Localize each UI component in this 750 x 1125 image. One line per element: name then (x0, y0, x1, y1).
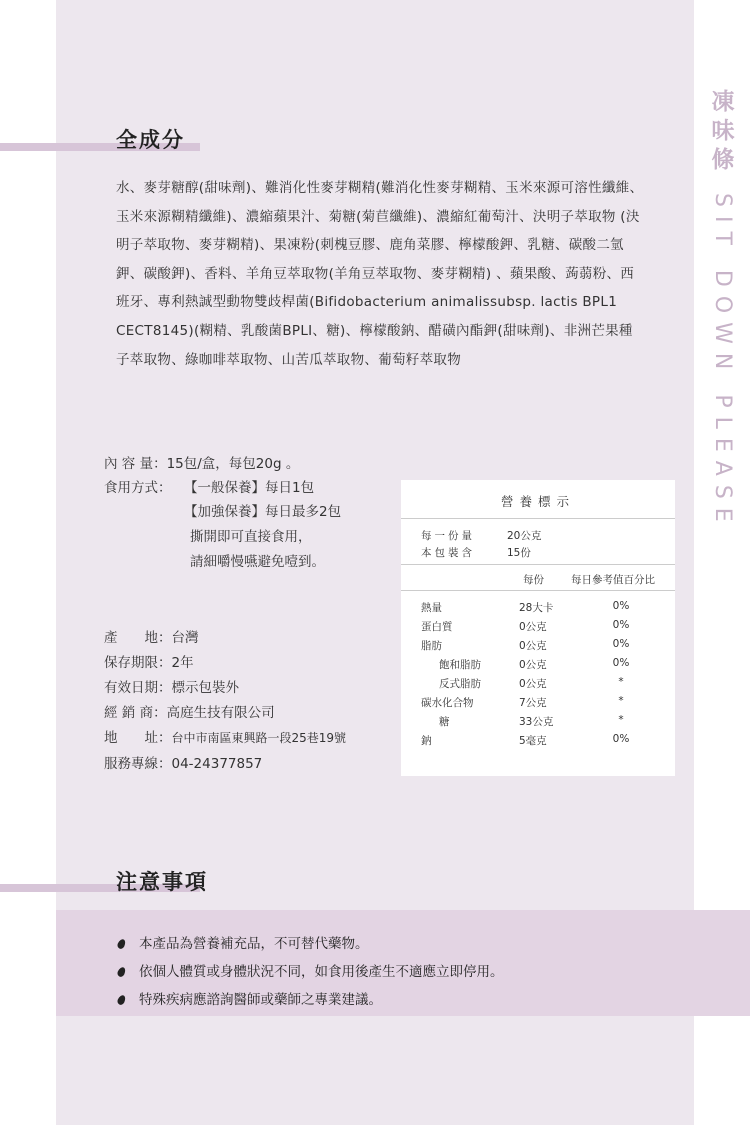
side-title (708, 88, 738, 531)
nutrient-name: 熱量 (421, 602, 442, 614)
nutrient-value: 0公克 (519, 678, 547, 690)
notes-heading: 注意事項 (116, 870, 208, 894)
side-title-char: 味 (711, 118, 735, 144)
usage-label: 食用方式： (104, 480, 172, 496)
bullet-icon (116, 994, 127, 1006)
bullet-icon (116, 938, 127, 950)
note-item (118, 960, 504, 980)
nutrient-name: 鈉 (421, 735, 432, 747)
distributor: 經 銷 商：高庭生技有限公司 (104, 705, 275, 721)
side-title-english: SIT DOWN PLEASE (710, 193, 735, 531)
nutrient-name: 蛋白質 (421, 621, 453, 633)
serving-label: 每一份量 (421, 530, 475, 542)
nutrient-name: 碳水化合物 (421, 697, 474, 709)
usage-line: 請細嚼慢嚥避免噎到。 (190, 554, 325, 570)
divider (401, 564, 675, 565)
nutrient-value: 5毫克 (519, 735, 547, 747)
product-info (104, 452, 404, 782)
service-hotline: 服務專線：04-24377857 (104, 756, 263, 772)
ingredients-text: 水、麥芽糖醇(甜味劑)、難消化性麥芽糊精(難消化性麥芽糊精、玉米來源可溶性纖維、玉米來源糊精纖維)、濃縮蘋果汁、菊糖(菊苣纖維)、濃縮紅葡萄汁、決明子萃取物 (決明子萃取物、麥芽糊精)、果凍粉(刺槐豆膠、鹿角菜膠、檸檬酸鉀、乳糖、碳酸二氫鉀、碳酸鉀)、香料、羊角豆萃取物(羊角豆萃取物、麥芽糊精) 、蘋果酸、蒟蒻粉、西班牙、專利熱誠型動物雙歧桿菌(Bifidobacterium animalissubsp. lactis BPL1 CECT8145)(糊精、乳酸菌BPLI、糖)、檸檬酸鈉、醋磺內酯鉀(甜味劑)、非洲芒果種子萃取物、綠咖啡萃取物、山苦瓜萃取物、葡萄籽萃取物 (116, 180, 644, 368)
note-text: 本產品為營養補充品，不可替代藥物。 (139, 936, 369, 952)
note-item (118, 988, 382, 1008)
nutrient-value: 7公克 (519, 697, 547, 709)
address (104, 726, 346, 750)
nutrient-value: 0公克 (519, 640, 547, 652)
nutrient-value: 0公克 (519, 621, 547, 633)
nutrition-table (401, 480, 675, 776)
nutrient-name: 飽和脂肪 (439, 659, 481, 671)
servings-label: 本包裝含 (421, 547, 475, 559)
nutrient-daily-value: 0% (612, 638, 630, 650)
nutrient-value: 33公克 (519, 716, 554, 728)
nutrient-daily-value: * (618, 714, 624, 726)
nutrient-daily-value: 0% (612, 657, 630, 669)
nutrient-daily-value: * (618, 676, 624, 688)
col-per-serving: 每份 (523, 574, 544, 586)
note-text: 特殊疾病應諮詢醫師或藥師之專業建議。 (139, 992, 382, 1008)
address-label: 地 址： (104, 730, 172, 746)
shelf-life: 保存期限：2年 (104, 655, 194, 671)
ingredients-heading: 全成分 (116, 128, 185, 152)
usage-line: 【加強保養】每日最多2包 (184, 504, 342, 520)
divider (401, 590, 675, 591)
nutrient-daily-value: 0% (612, 600, 630, 612)
usage-line: 【一般保養】每日1包 (184, 480, 315, 496)
note-text: 依個人體質或身體狀況不同，如食用後產生不適應立即停用。 (139, 964, 504, 980)
divider (401, 518, 675, 519)
expiry-date: 有效日期：標示包裝外 (104, 680, 239, 696)
servings-value: 15份 (507, 547, 531, 559)
nutrient-daily-value: 0% (612, 619, 630, 631)
side-title-char: 凍 (711, 89, 735, 115)
nutrient-name: 糖 (439, 716, 450, 728)
side-title-char: 條 (711, 147, 735, 173)
note-item (118, 932, 369, 952)
address-value: 台中市南區東興路一段25巷19號 (171, 731, 347, 745)
nutrient-name: 脂肪 (421, 640, 442, 652)
content-amount: 內 容 量：15包/盒，每包20g 。 (104, 456, 300, 472)
origin: 產 地：台灣 (104, 630, 199, 646)
nutrient-name: 反式脂肪 (439, 678, 481, 690)
nutrition-title: 營養標示 (500, 494, 575, 509)
nutrient-daily-value: 0% (612, 733, 630, 745)
usage-line: 撕開即可直接食用， (190, 529, 312, 545)
serving-value: 20公克 (507, 530, 542, 542)
bullet-icon (116, 966, 127, 978)
nutrient-daily-value: * (618, 695, 624, 707)
nutrient-value: 0公克 (519, 659, 547, 671)
col-daily-value: 每日參考值百分比 (571, 574, 655, 586)
nutrient-value: 28大卡 (519, 602, 554, 614)
